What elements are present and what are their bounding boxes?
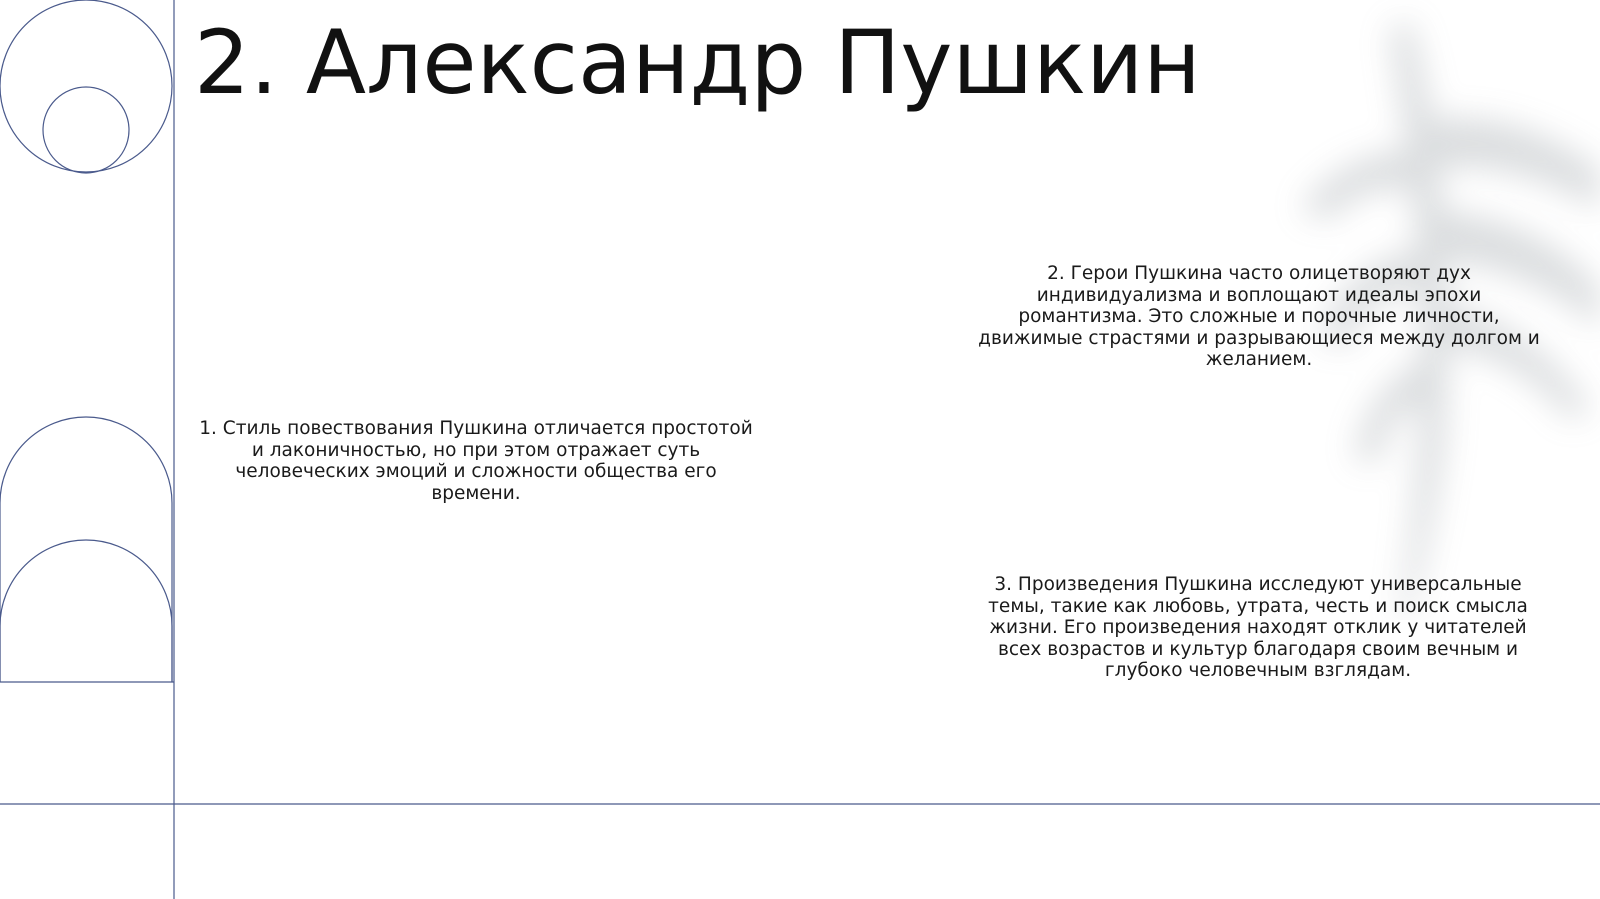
large-circle-outline xyxy=(0,0,172,172)
paragraph-style: 1. Стиль повествования Пушкина отличается простотой и лаконичностью, но при этом отражает суть человеческих эмоций и сложности общества его времени. xyxy=(199,418,753,504)
slide-title: 2. Александр Пушкин xyxy=(194,11,1201,114)
upper-arch-outline xyxy=(0,417,172,682)
small-circle-outline xyxy=(43,87,129,173)
paragraph-heroes: 2. Герои Пушкина часто олицетворяют дух индивидуализма и воплощают идеалы эпохи романтизма. Это сложные и порочные личности, движимые страстями и разрывающиеся между долгом и желанием. xyxy=(978,263,1540,370)
paragraph-themes: 3. Произведения Пушкина исследуют универсальные темы, такие как любовь, утрата, честь и поиск смысла жизни. Его произведения находят отклик у читателей всех возрастов и культур благодаря своим вечным и глубоко человечным взглядам. xyxy=(988,574,1528,681)
lower-arch-outline xyxy=(0,540,172,682)
